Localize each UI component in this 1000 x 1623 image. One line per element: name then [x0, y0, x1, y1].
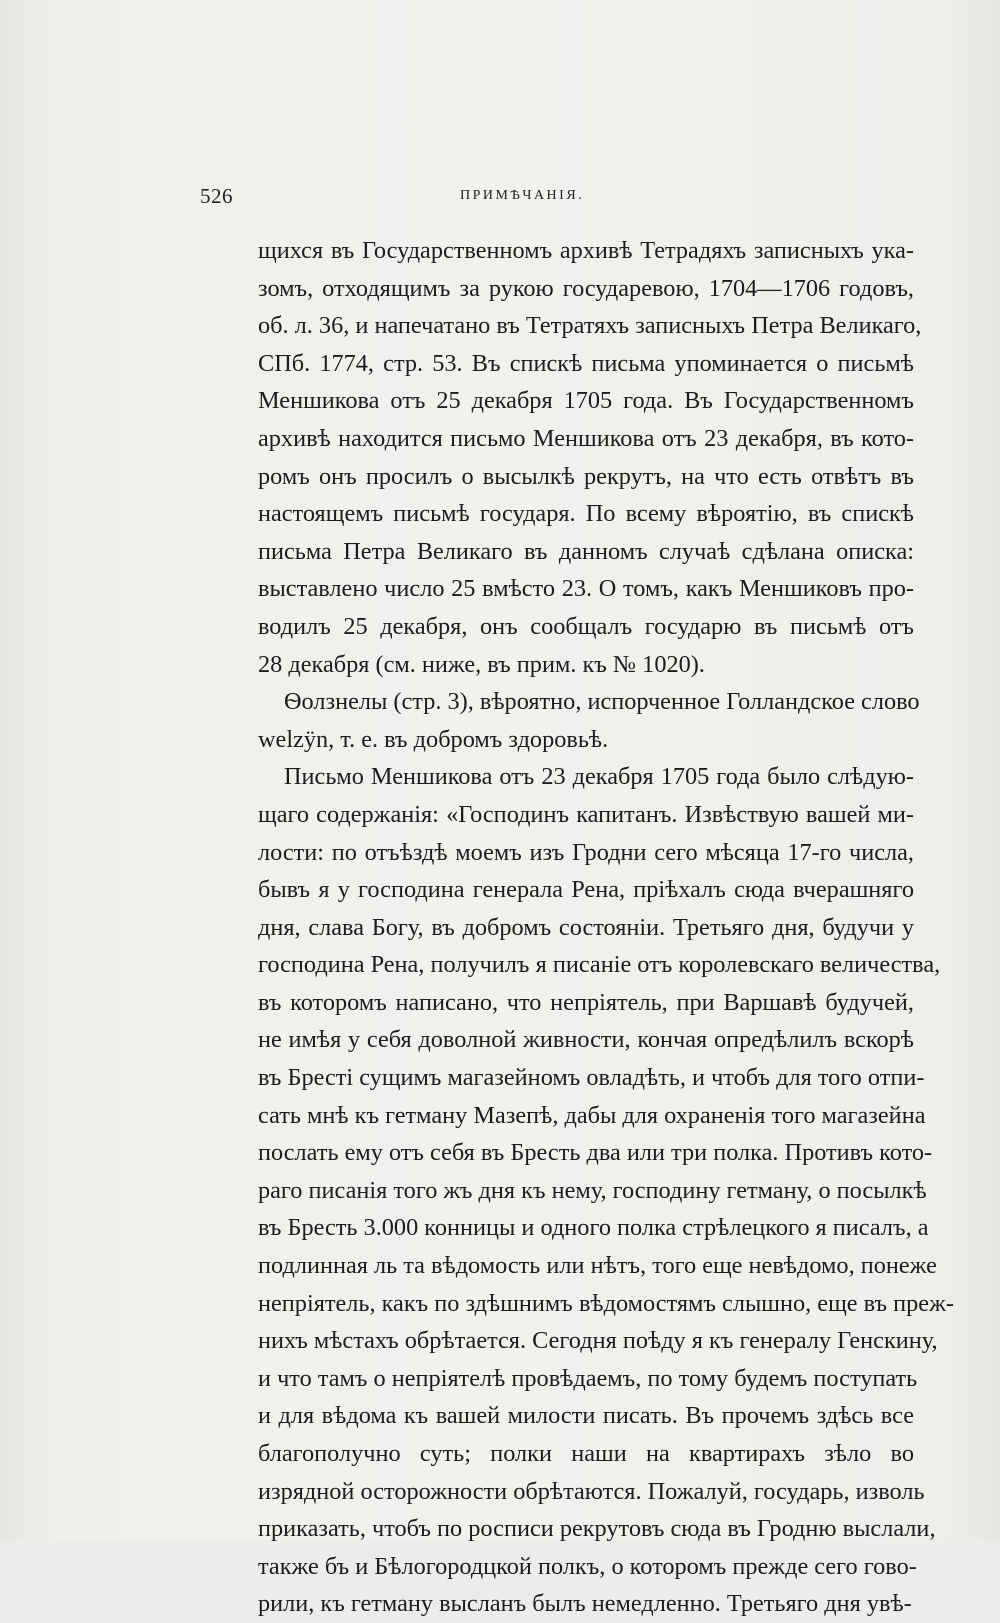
text-line: СПб. 1774, стр. 53. Въ спискѣ письма упоминается о письмѣ [258, 349, 914, 377]
text-line: и что тамъ о непріятелѣ провѣдаемъ, по тому будемъ поступать [258, 1364, 918, 1392]
text-line: выставлено число 25 вмѣсто 23. О томъ, какъ Меншиковъ про- [258, 575, 914, 603]
text-line: не имѣя у себя доволной живности, кончая опредѣлилъ вскорѣ [258, 1026, 914, 1054]
text-line: щаго содержанія: «Господинъ капитанъ. Извѣствую вашей ми- [258, 800, 914, 828]
text-line: и для вѣдома къ вашей милости писать. Въ прочемъ здѣсь все [258, 1402, 914, 1430]
text-line: письма Петра Великаго въ данномъ случаѣ сдѣлана описка: [258, 537, 914, 565]
text-line: приказать, чтобъ по росписи рекрутовъ сюда въ Гродню выслали, [258, 1515, 936, 1543]
text-line: нихъ мѣстахъ обрѣтается. Сегодня поѣду я къ генералу Генскину, [258, 1327, 938, 1355]
paragraph [258, 758, 954, 1623]
text-line: об. л. 36, и напечатано въ Тетратяхъ записныхъ Петра Великаго, [258, 312, 922, 340]
text-line: архивѣ находится письмо Меншикова отъ 23 декабря, въ кото- [258, 424, 914, 452]
text-line: послать ему отъ себя въ Бресть два или три полка. Противъ кото- [258, 1139, 933, 1167]
text-line: сать мнѣ къ гетману Мазепѣ, дабы для охраненія того магазейна [258, 1101, 926, 1129]
paragraph [258, 232, 922, 683]
text-line: подлинная ль та вѣдомость или нѣтъ, того еще невѣдомо, понеже [258, 1252, 937, 1280]
text-line: ромъ онъ просилъ о высылкѣ рекрутъ, на что есть отвѣтъ въ [258, 462, 914, 490]
text-line: щихся въ Государственномъ архивѣ Тетрадяхъ записныхъ ука- [258, 237, 914, 264]
text-line: Меншикова отъ 25 декабря 1705 года. Въ Государственномъ [258, 387, 914, 415]
text-line: раго писанія того жъ дня къ нему, господину гетману, о посылкѣ [258, 1176, 927, 1204]
text-line: welzӱn, т. е. въ добромъ здоровьѣ. [258, 725, 609, 753]
page-number: 526 [200, 184, 233, 208]
text-line: непріятель, какъ по здѣшнимъ вѣдомостямъ слышно, еще въ преж- [258, 1289, 954, 1317]
text-line: въ Бресті сущимъ магазейномъ овладѣть, и чтобъ для того отпи- [258, 1064, 925, 1092]
text-line: настоящемъ письмѣ государя. По всему вѣроятію, въ спискѣ [258, 500, 914, 528]
text-line: Ѳолзнелы (стр. 3), вѣроятно, испорченное Голландское слово [284, 688, 920, 716]
text-line: также бъ и Бѣлогородцкой полкъ, о которомъ прежде сего гово- [258, 1552, 917, 1580]
text-line: Письмо Меншикова отъ 23 декабря 1705 года было слѣдую- [284, 763, 914, 791]
text-line: въ Бресть 3.000 конницы и одного полка стрѣлецкого я писалъ, а [258, 1214, 929, 1242]
text-line: господина Рена, получилъ я писаніе отъ королевскаго величества, [258, 951, 941, 979]
body-text [258, 232, 954, 1623]
text-line: въ которомъ написано, что непріятель, при Варшавѣ будучей, [258, 988, 914, 1016]
page-header [200, 184, 915, 214]
text-line: 28 декабря (см. ниже, въ прим. къ № 1020). [258, 650, 705, 678]
text-line: рили, къ гетману высланъ былъ немедленно. Третьяго дня увѣ- [258, 1590, 912, 1618]
running-head: ПРИМѢЧАНІЯ. [460, 188, 585, 203]
text-line: водилъ 25 декабря, онъ сообщалъ государю въ письмѣ отъ [258, 612, 914, 640]
text-line: изрядной осторожности обрѣтаются. Пожалуй, государь, изволь [258, 1477, 925, 1505]
paragraph [258, 683, 920, 758]
text-line: лости: по отъѣздѣ моемъ изъ Гродни сего мѣсяца 17-го числа, [258, 838, 914, 866]
text-line: дня, слава Богу, въ добромъ состояніи. Третьяго дня, будучи у [258, 913, 914, 941]
text-line: зомъ, отходящимъ за рукою государевою, 1704—1706 годовъ, [258, 274, 914, 302]
text-line: бывъ я у господина генерала Рена, пріѣхалъ сюда вчерашняго [258, 876, 914, 904]
text-line: благополучно суть; полки наши на квартирахъ зѣло во [258, 1440, 914, 1467]
